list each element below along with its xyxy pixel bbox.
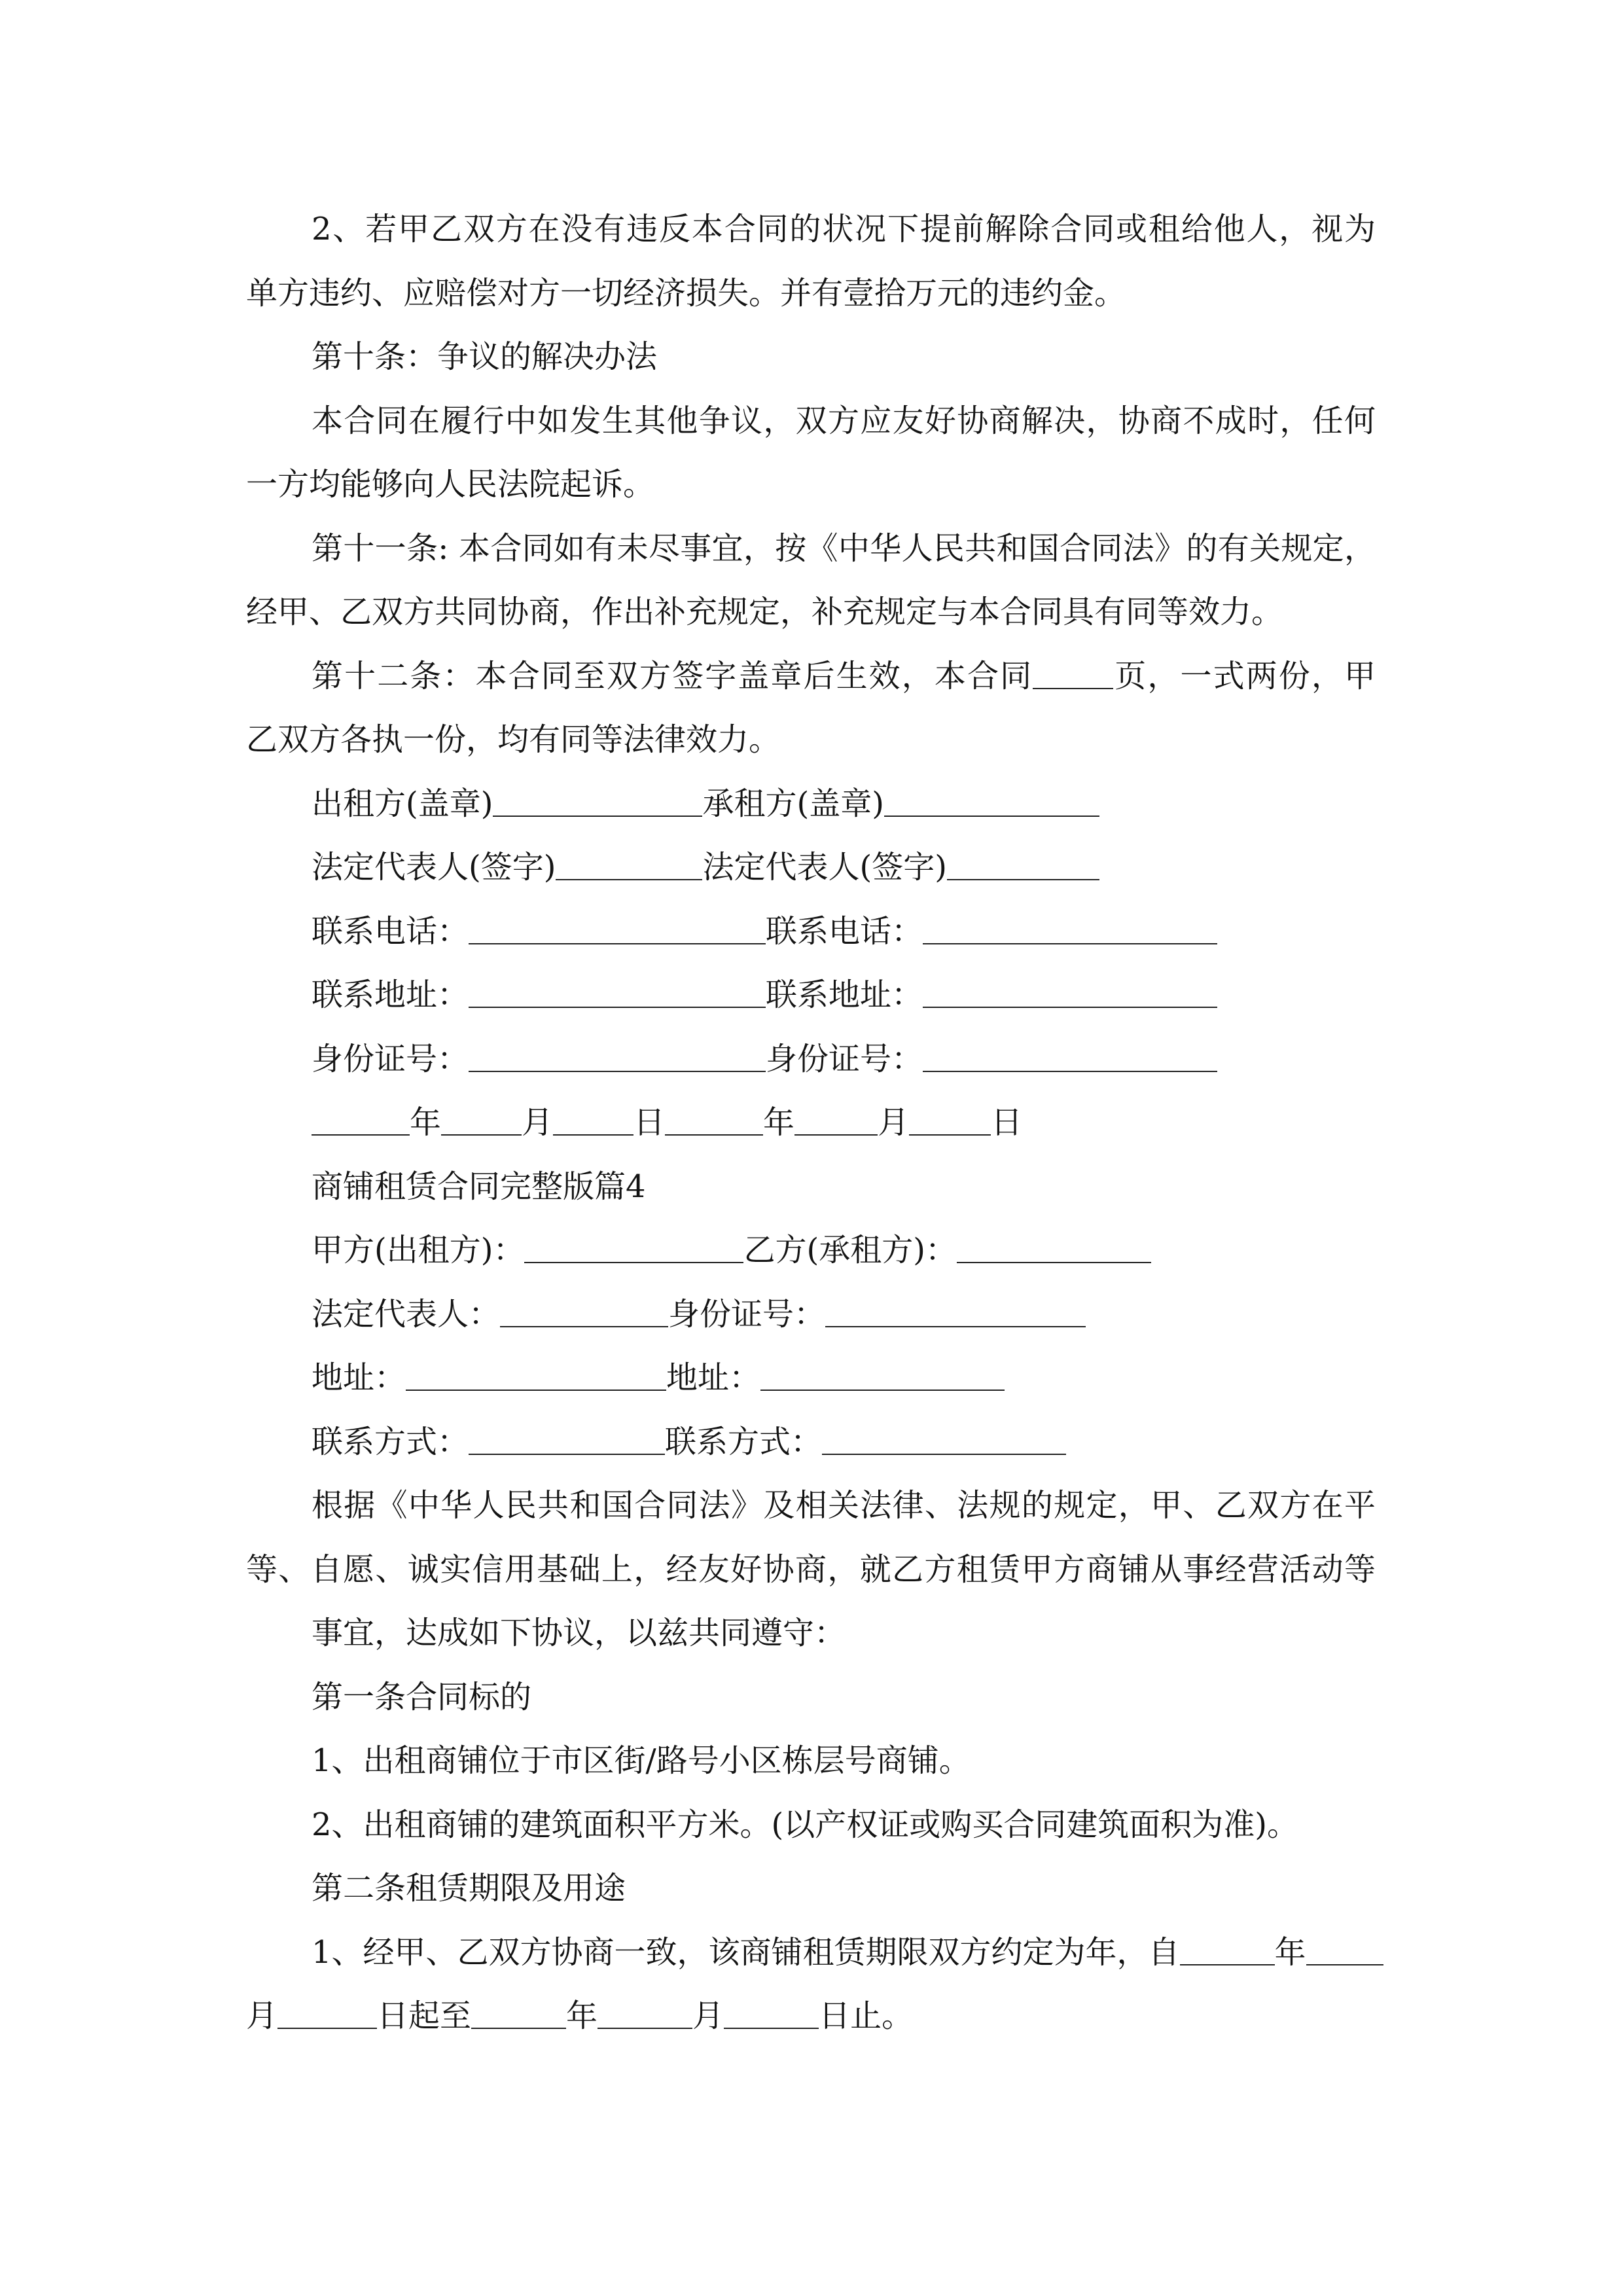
text-line [246, 581, 1376, 645]
fill-in-blank[interactable] [500, 1300, 668, 1327]
fill-in-blank[interactable] [957, 1236, 1151, 1263]
fill-in-blank[interactable] [1180, 1938, 1275, 1965]
fill-in-blank[interactable] [556, 853, 702, 880]
text-segment: 乙双方各执一份，均有同等法律效力。 [246, 721, 781, 758]
text-line [246, 645, 1376, 709]
text-segment: 联系地址： [766, 977, 923, 1013]
text-line [246, 1729, 1376, 1793]
fill-in-blank[interactable] [1033, 662, 1113, 689]
text-line [246, 1346, 1376, 1410]
fill-in-blank[interactable] [724, 2001, 819, 2029]
text-line [246, 1474, 1376, 1538]
fill-in-blank[interactable] [909, 1108, 991, 1136]
text-line [246, 1666, 1376, 1730]
fill-in-blank[interactable] [947, 853, 1099, 880]
text-segment: 根据《中华人民共和国合同法》及相关法律、法规的规定，甲、乙双方在平 [312, 1487, 1376, 1524]
text-line [246, 836, 1376, 900]
text-segment: 月 [246, 1998, 278, 2034]
fill-in-blank[interactable] [441, 1108, 522, 1136]
text-line [246, 1984, 1376, 2049]
fill-in-blank[interactable] [597, 2001, 692, 2029]
text-line [246, 1028, 1376, 1092]
text-segment: 月 [522, 1104, 554, 1141]
text-segment: 法定代表人： [312, 1295, 501, 1333]
text-segment: 第十一条: 本合同如有未尽事宜，按《中华人民共和国合同法》的有关规定， [312, 529, 1376, 567]
text-segment: 联系地址： [312, 977, 469, 1013]
text-line [246, 1155, 1376, 1219]
text-segment: 2、出租商铺的建筑面积平方米。(以产权证或购买合同建筑面积为准)。 [312, 1806, 1298, 1843]
text-segment: 单方违约、应赔偿对方一切经济损失。并有壹拾万元的违约金。 [246, 274, 1126, 312]
fill-in-blank[interactable] [825, 1300, 1086, 1327]
fill-in-blank[interactable] [1306, 1938, 1383, 1965]
fill-in-blank[interactable] [469, 1427, 665, 1455]
text-segment: 法定代表人(签字) [702, 849, 947, 886]
text-segment: 月 [878, 1104, 910, 1141]
text-line [246, 325, 1376, 389]
text-segment: 日起至 [377, 1998, 472, 2034]
text-line [246, 1857, 1376, 1921]
text-segment: 日 [991, 1104, 1023, 1141]
text-segment: 乙方(承租方)： [743, 1232, 957, 1268]
fill-in-blank[interactable] [493, 789, 702, 817]
text-segment: 经甲、乙双方共同协商，作出补充规定，补充规定与本合同具有同等效力。 [246, 594, 1283, 630]
fill-in-blank[interactable] [524, 1236, 743, 1263]
text-segment: 联系电话： [766, 912, 923, 950]
text-segment: 1、经甲、乙双方协商一致，该商铺租赁期限双方约定为年，自 [312, 1933, 1180, 1971]
text-segment: 商铺租赁合同完整版篇4 [312, 1168, 646, 1205]
text-segment: 年 [410, 1104, 442, 1141]
text-segment: 1、出租商铺位于市区街/路号小区栋层号商铺。 [312, 1742, 971, 1779]
text-line [246, 1793, 1376, 1857]
fill-in-blank[interactable] [471, 2001, 566, 2029]
text-segment: 等、自愿、诚实信用基础上，经友好协商，就乙方租赁甲方商铺从事经营活动等 [246, 1551, 1376, 1588]
text-line [246, 772, 1376, 836]
text-line [246, 517, 1376, 581]
text-segment: 第十二条：本合同至双方签字盖章后生效，本合同 [312, 657, 1033, 694]
fill-in-blank[interactable] [923, 917, 1217, 944]
text-segment: 身份证号： [766, 1040, 923, 1077]
text-segment: 年 [763, 1104, 795, 1141]
contract-page-body [246, 198, 1376, 2049]
text-segment: 年 [566, 1998, 598, 2034]
text-segment: 日止。 [819, 1998, 914, 2034]
text-segment: 地址： [666, 1359, 761, 1396]
text-segment: 月 [692, 1998, 724, 2034]
fill-in-blank[interactable] [469, 980, 766, 1008]
text-segment: 本合同在履行中如发生其他争议，双方应友好协商解决，协商不成时，任何 [312, 402, 1376, 439]
text-segment: 出租方(盖章) [312, 785, 493, 822]
text-line [246, 198, 1376, 262]
text-segment: 身份证号： [668, 1295, 826, 1333]
text-line [246, 1921, 1376, 1985]
text-segment: 法定代表人(签字) [312, 849, 556, 886]
text-segment: 身份证号： [312, 1040, 469, 1077]
text-line [246, 963, 1376, 1028]
text-segment: 第二条租赁期限及用途 [312, 1870, 626, 1907]
fill-in-blank[interactable] [884, 789, 1099, 817]
fill-in-blank[interactable] [923, 980, 1217, 1008]
text-segment: 承租方(盖章) [702, 785, 884, 822]
text-line [246, 708, 1376, 772]
text-line [246, 900, 1376, 964]
fill-in-blank[interactable] [469, 1045, 766, 1072]
fill-in-blank[interactable] [406, 1363, 666, 1391]
text-segment: 2、若甲乙双方在没有违反本合同的状况下提前解除合同或租给他人，视为 [312, 211, 1376, 247]
text-segment: 事宜，达成如下协议，以兹共同遵守： [312, 1615, 846, 1651]
text-segment: 第十条：争议的解决办法 [312, 338, 658, 375]
text-line [246, 1091, 1376, 1155]
text-line [246, 1283, 1376, 1347]
text-segment: 联系电话： [312, 912, 469, 950]
text-line [246, 1219, 1376, 1283]
text-segment: 甲方(出租方)： [312, 1232, 525, 1268]
text-segment: 页，一式两份，甲 [1113, 657, 1376, 694]
text-line [246, 389, 1376, 454]
text-segment: 联系方式： [312, 1423, 469, 1460]
text-line [246, 1410, 1376, 1475]
fill-in-blank[interactable] [469, 917, 766, 944]
text-segment: 地址： [312, 1359, 406, 1396]
text-line [246, 1602, 1376, 1666]
fill-in-blank[interactable] [822, 1427, 1066, 1455]
text-line [246, 453, 1376, 517]
text-segment: 日 [633, 1104, 666, 1141]
fill-in-blank[interactable] [277, 2001, 377, 2029]
text-segment: 第一条合同标的 [312, 1678, 532, 1715]
text-segment: 年 [1274, 1933, 1306, 1971]
fill-in-blank[interactable] [794, 1108, 878, 1136]
fill-in-blank[interactable] [923, 1045, 1217, 1072]
fill-in-blank[interactable] [553, 1108, 633, 1136]
fill-in-blank[interactable] [665, 1108, 763, 1136]
text-line [246, 1538, 1376, 1602]
text-segment: 联系方式： [665, 1423, 823, 1460]
text-line [246, 262, 1376, 326]
fill-in-blank[interactable] [760, 1363, 1005, 1391]
fill-in-blank[interactable] [312, 1108, 410, 1136]
text-segment: 一方均能够向人民法院起诉。 [246, 466, 655, 503]
